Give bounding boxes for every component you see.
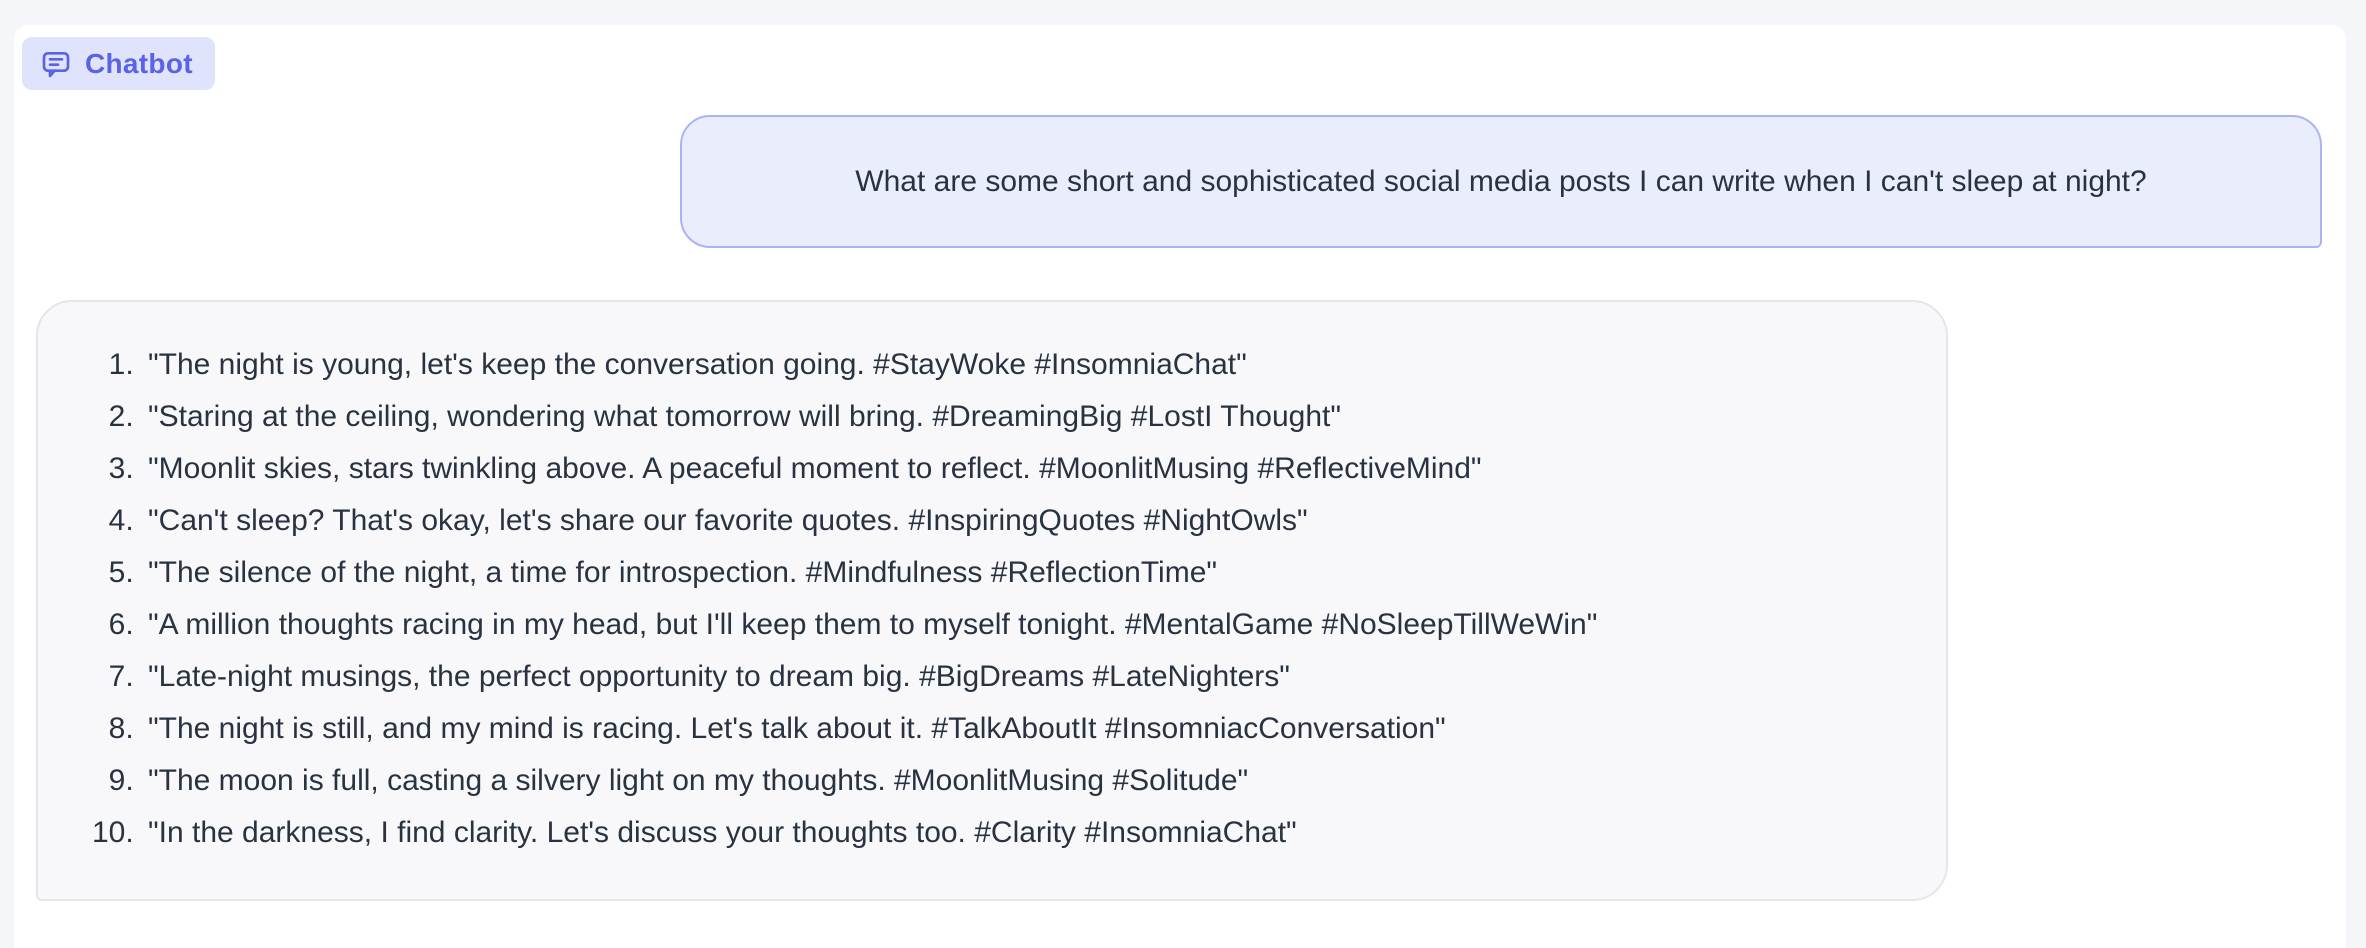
bot-list-item: 1. "The night is young, let's keep the conversation going. #StayWoke #InsomniaChat" [142,346,1886,384]
bot-list-item: 3. "Moonlit skies, stars twinkling above. A peaceful moment to reflect. #MoonlitMusing #ReflectiveMind" [142,450,1886,488]
bot-list-item: 9. "The moon is full, casting a silvery light on my thoughts. #MoonlitMusing #Solitude" [142,762,1886,800]
bot-message-list [38,302,1946,852]
bot-list-item: 2. "Staring at the ceiling, wondering what tomorrow will bring. #DreamingBig #LostI Thought" [142,398,1886,436]
chatbot-label-badge [22,37,215,90]
bot-list-item: 8. "The night is still, and my mind is racing. Let's talk about it. #TalkAboutIt #InsomniacConversation" [142,710,1886,748]
user-message-text: What are some short and sophisticated social media posts I can write when I can't sleep at night? [855,164,2147,198]
bot-list-item: 7. "Late-night musings, the perfect opportunity to dream big. #BigDreams #LateNighters" [142,658,1886,696]
bot-list-item: 10. "In the darkness, I find clarity. Let's discuss your thoughts too. #Clarity #InsomniaChat" [142,814,1886,852]
user-message-bubble [680,115,2322,248]
chat-icon [40,48,72,80]
bot-message-bubble [36,300,1948,901]
app-panel [14,25,2346,948]
bot-list-item: 5. "The silence of the night, a time for introspection. #Mindfulness #ReflectionTime" [142,554,1886,592]
bot-list-item: 4. "Can't sleep? That's okay, let's share our favorite quotes. #InspiringQuotes #NightOwls" [142,502,1886,540]
chatbot-label: Chatbot [85,47,193,79]
bot-list-item: 6. "A million thoughts racing in my head, but I'll keep them to myself tonight. #MentalGame #NoSleepTillWeWin" [142,606,1886,644]
